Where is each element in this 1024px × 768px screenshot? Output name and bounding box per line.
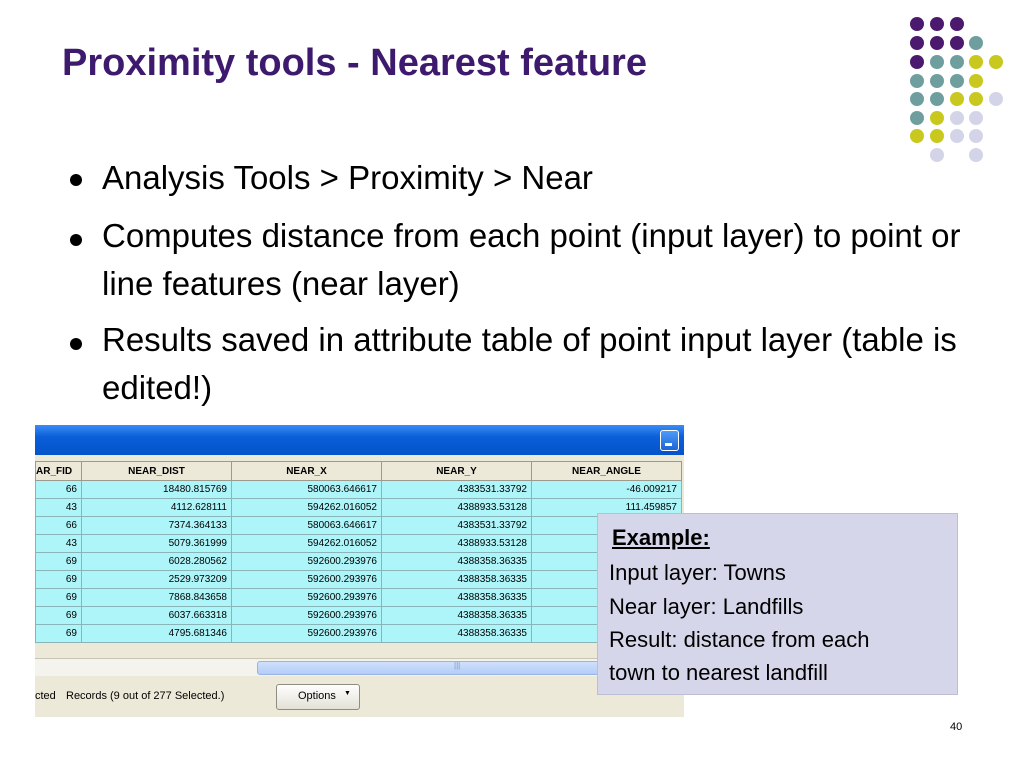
column-header[interactable]: AR_FID	[36, 462, 82, 481]
attribute-table	[35, 461, 682, 643]
table-row[interactable]	[36, 535, 682, 553]
table-cell[interactable]: 7374.364133	[82, 517, 232, 535]
options-label: Options	[298, 690, 336, 702]
table-cell[interactable]: 4388933.53128	[382, 535, 532, 553]
table-row[interactable]	[36, 517, 682, 535]
status-bar	[35, 676, 684, 717]
table-cell[interactable]: 69	[36, 625, 82, 643]
table-cell[interactable]: -46.009217	[532, 481, 682, 499]
table-cell[interactable]: 18480.815769	[82, 481, 232, 499]
records-count: Records (9 out of 277 Selected.)	[66, 690, 225, 702]
table-cell[interactable]: 2529.973209	[82, 571, 232, 589]
table-cell[interactable]: 7868.843658	[82, 589, 232, 607]
column-header[interactable]: NEAR_Y	[382, 462, 532, 481]
example-line: Input layer: Towns	[609, 560, 786, 585]
window-titlebar	[35, 425, 684, 455]
table-cell[interactable]: 4388358.36335	[382, 553, 532, 571]
table-cell[interactable]: 43	[36, 499, 82, 517]
table-cell[interactable]: 6028.280562	[82, 553, 232, 571]
table-row[interactable]	[36, 481, 682, 499]
table-cell[interactable]: 4383531.33792	[382, 481, 532, 499]
table-cell[interactable]: 594262.016052	[232, 499, 382, 517]
table-body	[36, 481, 682, 643]
table-cell[interactable]: 594262.016052	[232, 535, 382, 553]
column-header[interactable]: NEAR_X	[232, 462, 382, 481]
table-cell[interactable]: 43	[36, 535, 82, 553]
table-cell[interactable]: 592600.293976	[232, 571, 382, 589]
dots-teal	[910, 36, 983, 125]
attribute-table-window	[35, 425, 684, 717]
table-cell[interactable]: 4383531.33792	[382, 517, 532, 535]
table-header-row	[36, 462, 682, 481]
table-cell[interactable]: 6037.663318	[82, 607, 232, 625]
table-cell[interactable]: 4112.628111	[82, 499, 232, 517]
bullet-item: Analysis Tools > Proximity > Near	[62, 152, 962, 204]
table-cell[interactable]: 66	[36, 517, 82, 535]
table-row[interactable]	[36, 625, 682, 643]
decorative-dot-grid	[0, 0, 1024, 170]
bullet-item: Results saved in attribute table of point input layer (table is edited!)	[62, 316, 962, 412]
table-cell[interactable]: 4388358.36335	[382, 571, 532, 589]
selected-tab-label[interactable]: cted	[35, 690, 56, 702]
table-row[interactable]	[36, 553, 682, 571]
table-cell[interactable]: 66	[36, 481, 82, 499]
table-row[interactable]	[36, 607, 682, 625]
table-cell[interactable]: 5079.361999	[82, 535, 232, 553]
example-line: Near layer: Landfills	[609, 594, 804, 619]
table-cell[interactable]: 4795.681346	[82, 625, 232, 643]
table-cell[interactable]: 592600.293976	[232, 589, 382, 607]
table-cell[interactable]: 592600.293976	[232, 553, 382, 571]
example-line: Result: distance from each	[609, 627, 870, 652]
table-cell[interactable]: 4388933.53128	[382, 499, 532, 517]
table-cell[interactable]: 69	[36, 589, 82, 607]
dots-purple	[910, 17, 964, 69]
table-cell[interactable]: 69	[36, 607, 82, 625]
options-button[interactable]	[276, 684, 360, 710]
page-number: 40	[950, 721, 963, 733]
table-cell[interactable]: 580063.646617	[232, 481, 382, 499]
horizontal-scrollbar[interactable]	[35, 658, 684, 676]
bullet-item: Computes distance from each point (input layer) to point or line features (near layer)	[62, 212, 962, 308]
slide-title: Proximity tools - Nearest feature	[62, 42, 647, 84]
table-cell[interactable]: 4388358.36335	[382, 589, 532, 607]
table-cell[interactable]: 69	[36, 553, 82, 571]
example-callout	[597, 513, 958, 695]
table-row[interactable]	[36, 571, 682, 589]
table-cell[interactable]: 111.459857	[532, 499, 682, 517]
table-row[interactable]	[36, 499, 682, 517]
column-header[interactable]: NEAR_ANGLE	[532, 462, 682, 481]
table-cell[interactable]: 4388358.36335	[382, 607, 532, 625]
table-cell[interactable]: 580063.646617	[232, 517, 382, 535]
example-heading: Example:	[612, 525, 710, 550]
table-row[interactable]	[36, 589, 682, 607]
bullet-list	[62, 152, 962, 420]
minimize-button[interactable]	[660, 430, 679, 451]
example-line: town to nearest landfill	[609, 660, 828, 685]
table-cell[interactable]: 69	[36, 571, 82, 589]
dots-yellow	[910, 55, 1003, 143]
table-cell[interactable]: 4388358.36335	[382, 625, 532, 643]
column-header[interactable]: NEAR_DIST	[82, 462, 232, 481]
dropdown-arrow-icon: ▼	[344, 690, 351, 697]
table-cell[interactable]: 592600.293976	[232, 625, 382, 643]
table-cell[interactable]: 592600.293976	[232, 607, 382, 625]
